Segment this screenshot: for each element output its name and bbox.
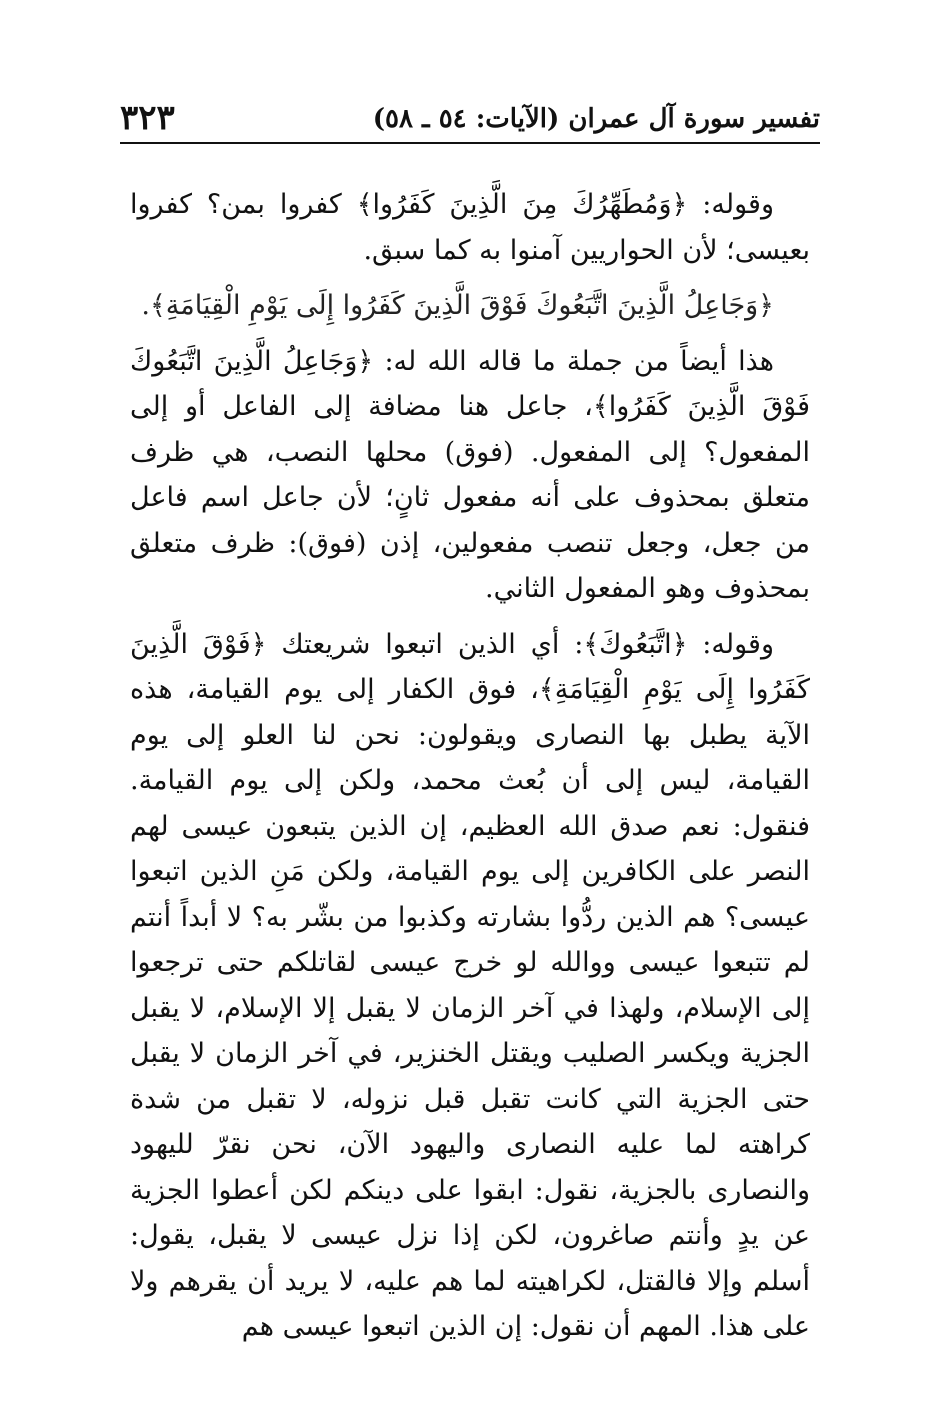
page-body	[130, 182, 810, 1360]
paragraph-3: وقوله: ﴿اتَّبَعُوكَ﴾: أي الذين اتبعوا شريعتك ﴿فَوْقَ الَّذِينَ كَفَرُوا إِلَى يَوْمِ الْقِيَامَةِ﴾، فوق الكفار إلى يوم القيامة، هذه الآية يطبل بها النصارى ويقولون: نحن لنا العلو إلى يوم القيامة، ليس إلى أن بُعث محمد، ولكن إلى يوم القيامة. فنقول: نعم صدق الله العظيم، إن الذين يتبعون عيسى لهم النصر على الكافرين إلى يوم القيامة، ولكن مَنِ الذين اتبعوا عيسى؟ هم الذين ردُّوا بشارته وكذبوا من بشّر به؟ لا أبداً أنتم لم تتبعوا عيسى ووالله لو خرج عيسى لقاتلكم حتى ترجعوا إلى الإسلام، ولهذا في آخر الزمان لا يقبل إلا الإسلام، لا يقبل الجزية ويكسر الصليب ويقتل الخنزير، في آخر الزمان لا يقبل حتى الجزية التي كانت تقبل قبل نزوله، لا تقبل من شدة كراهته لما عليه النصارى واليهود الآن، نحن نقرّ لليهود والنصارى بالجزية، نقول: ابقوا على دينكم لكن أعطوا الجزية عن يدٍ وأنتم صاغرون، لكن إذا نزل عيسى لا يقبل، يقول: أسلم وإلا فالقتل، لكراهيته لما هم عليه، لا يريد أن يقرهم ولا على هذا. المهم أن نقول: إن الذين اتبعوا عيسى هم	[130, 628, 810, 1342]
page-number: ٣٢٣	[120, 98, 175, 138]
paragraph-1: وقوله: ﴿وَمُطَهِّرُكَ مِنَ الَّذِينَ كَفَرُوا﴾ كفروا بمن؟ كفروا بعيسى؛ لأن الحواريين آمنوا به كما سبق.	[130, 189, 810, 266]
header-divider	[120, 142, 820, 144]
page-header	[120, 92, 820, 144]
verse-paragraph: ﴿وَجَاعِلُ الَّذِينَ اتَّبَعُوكَ فَوْقَ الَّذِينَ كَفَرُوا إِلَى يَوْمِ الْقِيَامَةِ﴾.	[141, 290, 774, 321]
paragraph-2: هذا أيضاً من جملة ما قاله الله له: ﴿وَجَاعِلُ الَّذِينَ اتَّبَعُوكَ فَوْقَ الَّذِينَ كَفَرُوا﴾، جاعل هنا مضافة إلى الفاعل أو إلى المفعول؟ إلى المفعول. (فوق) محلها النصب، هي ظرف متعلق بمحذوف على أنه مفعول ثانٍ؛ لأن جاعل اسم فاعل من جعل، وجعل تنصب مفعولين، إذن (فوق): ظرف متعلق بمحذوف وهو المفعول الثاني.	[130, 345, 810, 604]
running-title: تفسير سورة آل عمران (الآيات: ٥٤ ـ ٥٨)	[372, 104, 820, 134]
